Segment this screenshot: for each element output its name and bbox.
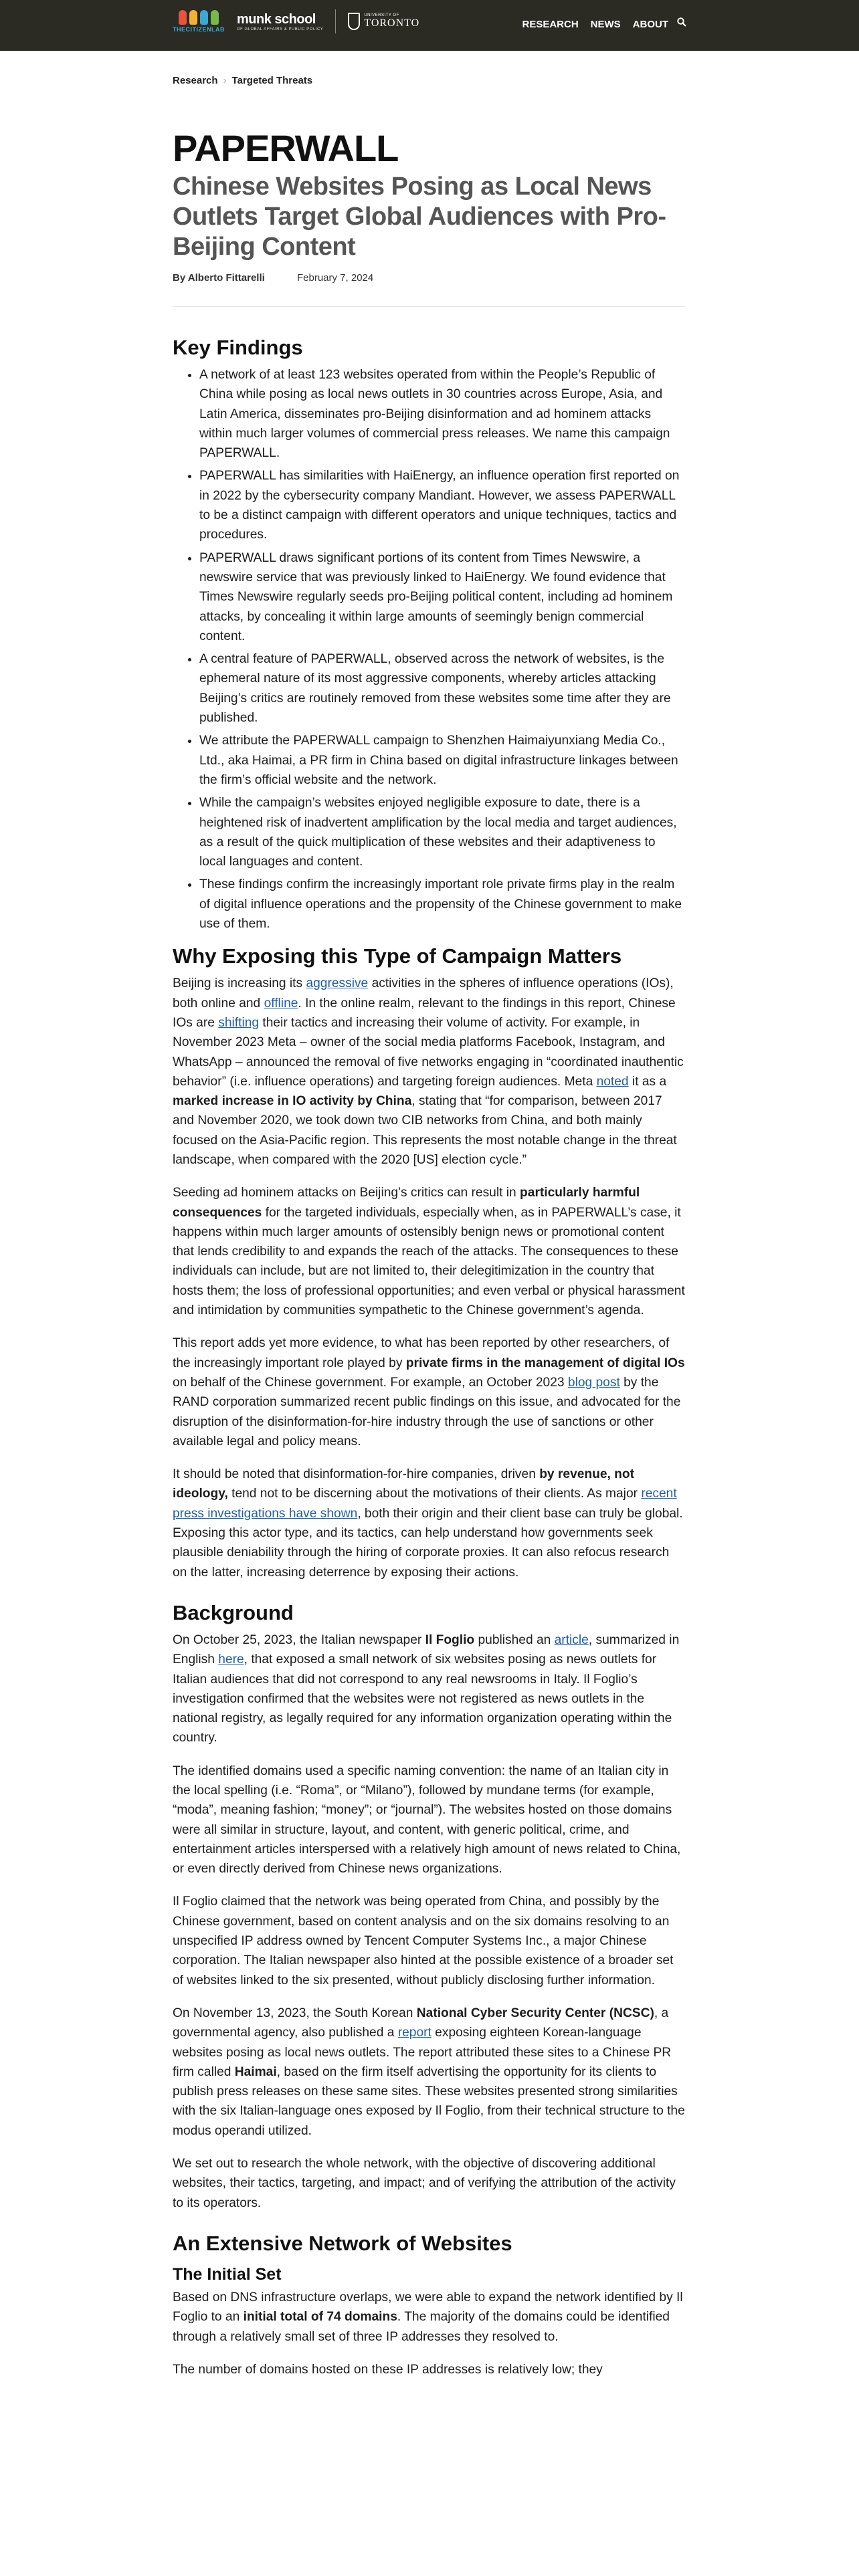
network-heading: An Extensive Network of Websites — [173, 2231, 512, 2255]
link-article[interactable]: article — [554, 1632, 589, 1647]
page-title: PAPERWALL — [173, 127, 399, 169]
link-press-investigations[interactable]: recent press investigations have shown — [173, 1487, 677, 1521]
link-noted[interactable]: noted — [596, 1074, 629, 1089]
paragraph: Seeding ad hominem attacks on Beijing’s critics can result in particularly harmful consequences for the targeted individuals, especially when, as in PAPERWALL’s case, it happens within much larger amounts of ostensibly benign news or promotional content that lends credibility to and expands the reach of the attacks. The consequences to these individuals can include, but are not limited to, their delegitimization in the country that hosts them; the loss of professional opportunities; and even verbal or physical harassment and intimidation by communities sympathetic to the Chinese government’s agenda. — [173, 1186, 685, 1318]
paragraph: On November 13, 2023, the South Korean National Cyber Security Center (NCSC), a governmental agency, also published a report exposing eighteen Korean-language websites posing as local news outlets. The report attributed these sites to a Chinese PR firm called Haimai, based on the firm itself advertising the opportunity for its clients to publish press releases on these same sites. These websites presented strong similarities with the six Italian-language ones exposed by Il Foglio, from their technical structure to the modus operandi utilized. — [173, 2006, 685, 2138]
list-item: • While the campaign’s websites enjoyed negligible exposure to date, there is a heightened risk of inadvertent amplification by the local media and target audiences, as a result of the quick multiplication of these websites and their adaptiveness to local languages and content. — [199, 793, 685, 871]
munk-school-subtitle: OF GLOBAL AFFAIRS & PUBLIC POLICY — [237, 27, 324, 31]
paragraph: It should be noted that disinformation-for-hire companies, driven by revenue, not ideology, tend not to be discerning about the motivations of their clients. As major recent press investigations have shown, both their origin and their client base can truly be global. Exposing this actor type, and its tactics, can help understand how governments seek plausible deniability through the hiring of corporate proxies. It can also refocus research on the latter, increasing deterrence by exposing their actions. — [173, 1467, 683, 1580]
breadcrumb-research[interactable]: Research — [173, 75, 218, 86]
nav-news[interactable]: NEWS — [590, 19, 621, 30]
title-divider — [173, 306, 685, 307]
list-item: • These findings confirm the increasingly important role private firms play in the realm of digital influence operations and the propensity of the Chinese government to make use of them. — [199, 875, 685, 934]
background-heading: Background — [173, 1600, 294, 1624]
munk-school-title: munk school — [237, 11, 316, 27]
paragraph: The identified domains used a specific naming convention: the name of an Italian city in the local spelling (i.e. “Roma”, or “Milano”), followed by mundane terms (for example, “moda”, meaning fashion; “money”; or “journal”). The websites hosted on those domains were all similar in structure, layout, and content, with generic political, crime, and entertainment articles interspersed with a relatively high amount of news related to China, or even directly derived from Chinese news organizations. — [173, 1763, 681, 1876]
search-icon[interactable] — [677, 17, 686, 27]
link-offline[interactable]: offline — [264, 996, 298, 1010]
publish-date: February 7, 2024 — [296, 272, 374, 284]
list-item: • A network of at least 123 websites operated from within the People’s Republic of China while posing as local news outlets in 30 countries across Europe, Asia, and Latin America, disseminates pro-Beijing disinformation and ad hominem attacks within much larger volumes of commercial press releases. We name this campaign PAPERWALL. — [199, 365, 685, 463]
list-item: • PAPERWALL has similarities with HaiEnergy, an influence operation first reported on in 2022 by the cybersecurity company Mandiant. However, we assess PAPERWALL to be a distinct campaign with different operators and unique techniques, tactics and procedures. — [199, 466, 685, 544]
key-findings-list — [173, 365, 685, 934]
link-report[interactable]: report — [397, 2026, 432, 2040]
citizenlab-logo[interactable] — [173, 10, 225, 33]
citizenlab-wordmark: THECITIZENLAB — [173, 26, 225, 33]
nav-about[interactable]: ABOUT — [632, 19, 668, 30]
breadcrumb-targeted-threats[interactable]: Targeted Threats — [231, 75, 313, 86]
site-header — [0, 0, 859, 51]
breadcrumb — [173, 75, 312, 86]
breadcrumb-separator-icon: › — [223, 75, 227, 86]
list-item: • A central feature of PAPERWALL, observed across the network of websites, is the ephemeral nature of its most aggressive components, whereby articles attacking Beijing’s critics are routinely removed from these websites some time after they are published. — [199, 649, 685, 728]
list-item: • We attribute the PAPERWALL campaign to Shenzhen Haimaiyunxiang Media Co., Ltd., aka Haimai, a PR firm in China based on digital infrastructure linkages between the firm’s official website and the network. — [199, 731, 685, 790]
why-heading: Why Exposing this Type of Campaign Matters — [173, 944, 622, 968]
nav-research[interactable]: RESEARCH — [522, 19, 579, 30]
logo-group — [173, 9, 419, 33]
munk-school-logo[interactable] — [237, 12, 323, 31]
author: By Alberto Fittarelli — [173, 272, 265, 284]
page-subtitle: Chinese Websites Posing as Local News Outlets Target Global Audiences with Pro-Beijing Content — [173, 173, 666, 261]
main-nav — [522, 19, 668, 30]
paragraph: The number of domains hosted on these IP addresses is relatively low; they — [173, 2362, 603, 2377]
link-blog-post[interactable]: blog post — [567, 1375, 620, 1390]
paragraph: Beijing is increasing its aggressive activities in the spheres of influence operations (IOs), both online and offline. In the online realm, relevant to the findings in this report, Chinese IOs are shifting their tactics and increasing their volume of activity. For example, in November 2023 Meta – owner of the social media platforms Facebook, Instagram, and WhatsApp – announced the removal of five networks engaging in “coordinated inauthentic behavior” (i.e. influence operations) and targeting foreign audiences. Meta noted it as a marked increase in IO activity by China, stating that “for comparison, between 2017 and November 2020, we took down two CIB networks from China, and both mainly focused on the Asia-Pacific region. This represents the most notable change in the threat landscape, when compared with the 2020 [US] election cycle.” — [173, 976, 684, 1167]
paragraph: On October 25, 2023, the Italian newspaper Il Foglio published an article, summarized in English here, that exposed a small network of six websites posing as news outlets for Italian audiences that did not correspond to any real newsrooms in Italy. Il Foglio’s investigation confirmed that the websites were not registered as news outlets in the national registry, as legally required for any information organization operating within the country. — [173, 1632, 680, 1745]
logo-divider — [335, 9, 336, 33]
paragraph: Based on DNS infrastructure overlaps, we were able to expand the network identified by Il Foglio to an initial total of 74 domains. The majority of the domains could be identified through a relatively small set of three IP addresses they resolved to. — [173, 2290, 683, 2344]
uoft-logo[interactable] — [348, 13, 419, 30]
link-shifting[interactable]: shifting — [218, 1015, 260, 1030]
list-item: • PAPERWALL draws significant portions of its content from Times Newswire, a newswire service that was previously linked to HaiEnergy. We found evidence that Times Newswire regularly seeds pro-Beijing political content, including ad hominem attacks, by concealing it within large amounts of seemingly benign commercial content. — [199, 548, 685, 646]
uoft-crest-icon — [348, 13, 360, 30]
paragraph: This report adds yet more evidence, to what has been reported by other researchers, of the increasingly important role played by private firms in the management of digital IOs on behalf of the Chinese government. For example, an October 2023 blog post by the RAND corporation summarized recent public findings on this issue, and advocated for the disruption of the disinformation-for-hire industry through the use of sanctions or other available legal and policy means. — [173, 1336, 685, 1448]
uoft-small-text: UNIVERSITY OF — [364, 13, 399, 17]
link-here[interactable]: here — [218, 1652, 244, 1667]
uoft-big-text: TORONTO — [364, 17, 420, 29]
key-findings-heading: Key Findings — [173, 336, 303, 359]
link-aggressive[interactable]: aggressive — [306, 976, 369, 991]
citizenlab-figures-icon — [179, 10, 219, 25]
paragraph: Il Foglio claimed that the network was being operated from China, and possibly by the Chinese government, based on content analysis and on the six domains resolving to an unspecified IP address owned by Tencent Computer Systems Inc., a major Chinese corporation. The Italian newspaper also hinted at the possible existence of a broader set of websites linked to the six presented, without publicly disclosing further information. — [173, 1895, 674, 1988]
byline — [173, 272, 373, 284]
initial-set-heading: The Initial Set — [173, 2264, 282, 2284]
paragraph: We set out to research the whole network, with the objective of discovering additional websites, their tactics, targeting, and impact; and of verifying the attribution of the activity to its operators. — [173, 2157, 676, 2210]
article-body — [173, 330, 685, 2393]
